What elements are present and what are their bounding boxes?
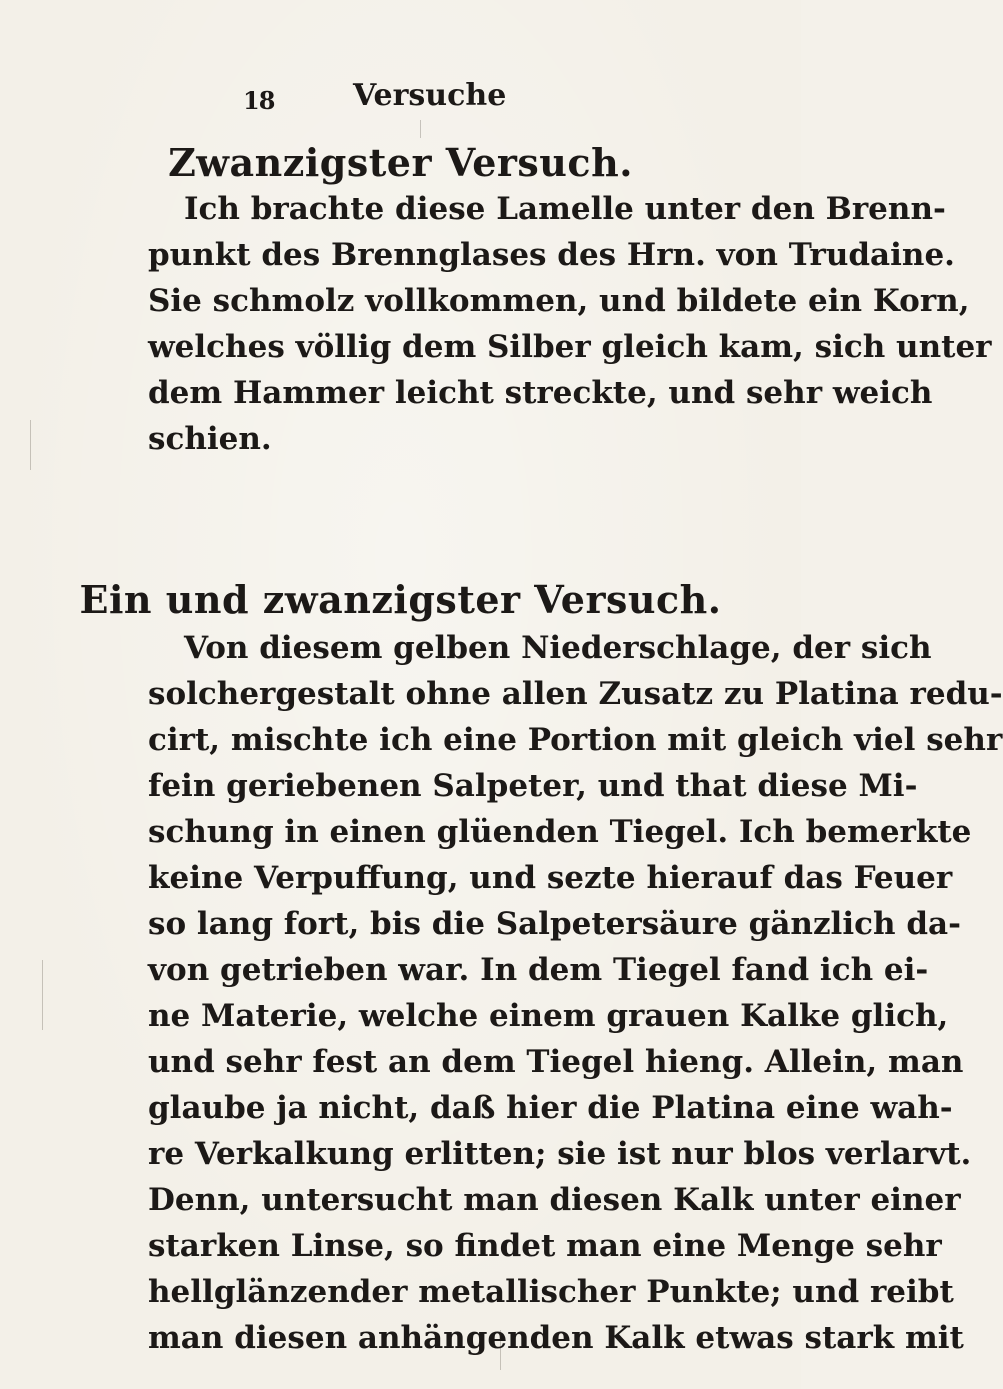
text-line: re Verkalkung erlitten; sie ist nur blos verlarvt. <box>148 1136 972 1172</box>
text-line: schien. <box>148 421 272 457</box>
section-heading: Ein und zwanzigster Versuch. <box>79 577 722 622</box>
text-line: von getrieben war. In dem Tiegel fand ich ei- <box>148 952 929 988</box>
text-line: und sehr fest an dem Tiegel hieng. Allein, man <box>148 1044 964 1080</box>
running-head: Versuche <box>353 78 507 113</box>
text-line: so lang fort, bis die Salpetersäure gänzlich da- <box>148 906 961 942</box>
section-heading: Zwanzigster Versuch. <box>168 140 633 185</box>
text-line: solchergestalt ohne allen Zusatz zu Platina redu- <box>148 676 1003 712</box>
text-line: glaube ja nicht, daß hier die Platina eine wah- <box>148 1090 953 1126</box>
text-line: cirt, mischte ich eine Portion mit gleich viel sehr <box>148 722 1003 758</box>
text-line: man diesen anhängenden Kalk etwas stark mit <box>148 1320 964 1356</box>
text-line: ne Materie, welche einem grauen Kalke glich, <box>148 998 949 1034</box>
text-line: Ich brachte diese Lamelle unter den Brenn- <box>184 191 946 227</box>
scan-mark <box>30 420 31 470</box>
text-line: Von diesem gelben Niederschlage, der sich <box>184 630 932 666</box>
text-line: Sie schmolz vollkommen, und bildete ein Korn, <box>148 283 970 319</box>
scan-mark <box>420 120 421 138</box>
text-line: punkt des Brennglases des Hrn. von Trudaine. <box>148 237 955 273</box>
paragraph <box>148 625 1003 1361</box>
page-header <box>0 78 801 118</box>
scan-mark <box>42 960 43 1030</box>
page-number: 18 <box>243 86 275 115</box>
text-line: hellglänzender metallischer Punkte; und reibt <box>148 1274 954 1310</box>
text-line: schung in einen glüenden Tiegel. Ich bemerkte <box>148 814 972 850</box>
text-line: Denn, untersucht man diesen Kalk unter einer <box>148 1182 961 1218</box>
paragraph <box>148 186 992 462</box>
text-line: welches völlig dem Silber gleich kam, sich unter <box>148 329 992 365</box>
text-line: starken Linse, so findet man eine Menge sehr <box>148 1228 942 1264</box>
scan-mark <box>500 1330 501 1370</box>
text-line: dem Hammer leicht streckte, und sehr weich <box>148 375 933 411</box>
text-line: keine Verpuffung, und sezte hierauf das Feuer <box>148 860 953 896</box>
text-line: fein geriebenen Salpeter, und that diese Mi- <box>148 768 918 804</box>
